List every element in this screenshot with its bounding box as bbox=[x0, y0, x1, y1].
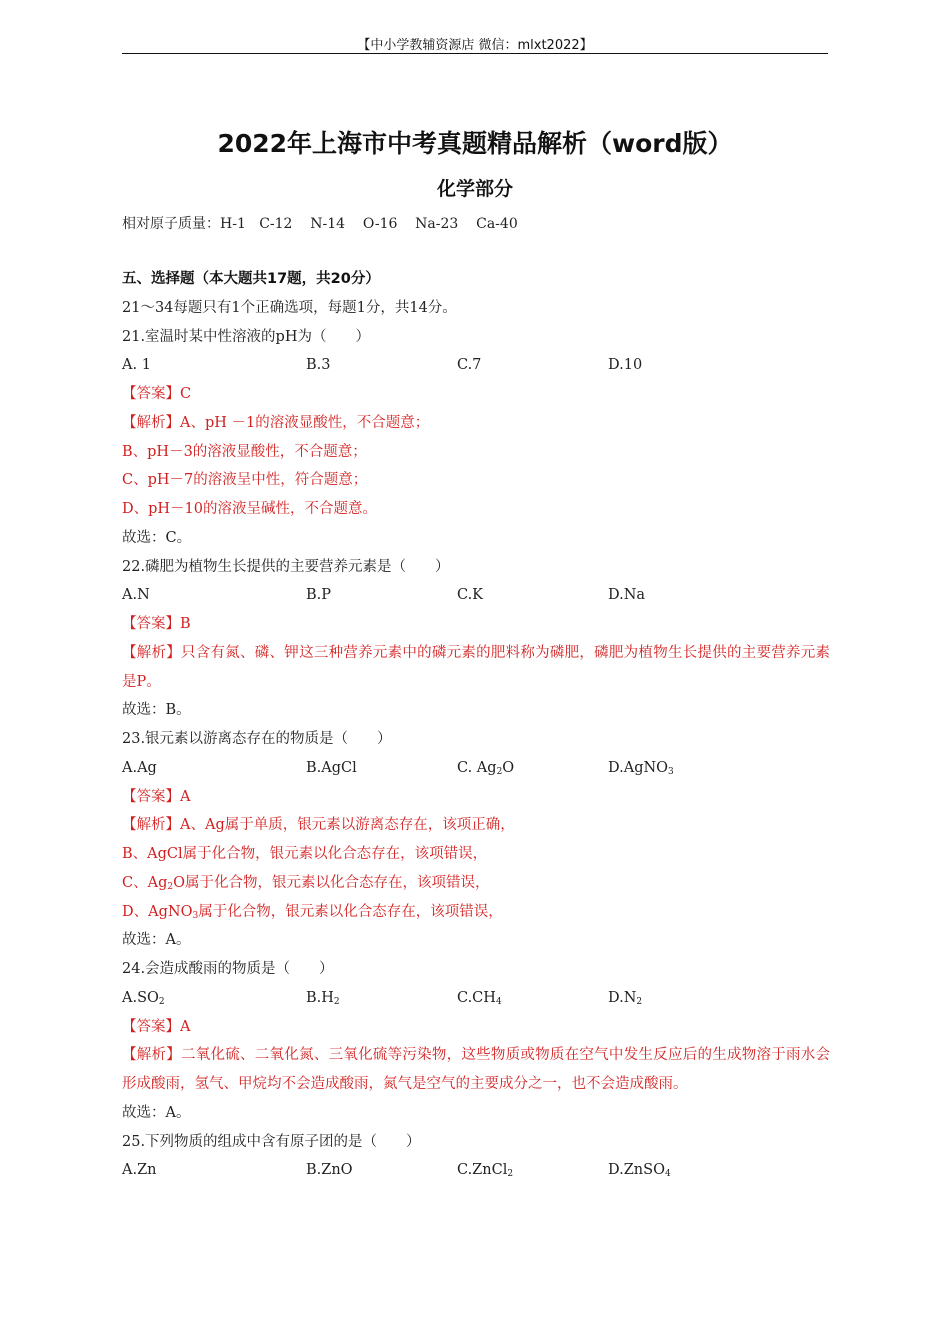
option-d: D.Na bbox=[608, 587, 646, 604]
atomic-mass-line: 相对原子质量：H-1 C-12 N-14 O-16 Na-23 Ca-40 bbox=[122, 216, 518, 232]
question-23-stem: 23.银元素以游离态存在的物质是（ ） bbox=[122, 731, 392, 747]
question-24-conclusion: 故选：A。 bbox=[122, 1104, 191, 1121]
header-rule bbox=[122, 53, 828, 54]
question-25-options bbox=[122, 1156, 830, 1185]
option-a: A.Ag bbox=[122, 759, 157, 776]
option-c: $C.CH_4$ bbox=[457, 989, 502, 1007]
document-subtitle: 化学部分 bbox=[436, 178, 513, 200]
question-21-analysis-4: D、pH－10的溶液呈碱性，不合题意。 bbox=[122, 501, 378, 517]
option-c: C.ZnCl$_2$ bbox=[457, 1162, 514, 1180]
question-21-conclusion: 故选：C。 bbox=[122, 529, 192, 546]
question-25-stem: 25.下列物质的组成中含有原子团的是（ ） bbox=[122, 1133, 421, 1150]
question-21-analysis-1: 【解析】A、pH －1的溶液显酸性，不合题意； bbox=[122, 414, 430, 431]
option-a: A.Zn bbox=[122, 1162, 157, 1179]
question-23-options bbox=[122, 754, 830, 783]
option-c: C. $Ag_2O$ bbox=[457, 759, 515, 777]
option-b: $B.H_2$ bbox=[306, 989, 340, 1007]
document-title: 2022年上海市中考真题精品解析（word版） bbox=[217, 129, 733, 158]
question-22-options bbox=[122, 581, 830, 610]
option-b: B.AgCl bbox=[306, 759, 357, 776]
question-21-options bbox=[122, 351, 830, 380]
question-23-conclusion: 故选：A。 bbox=[122, 932, 191, 949]
option-c: C.K bbox=[457, 587, 484, 604]
question-21-stem: 21.室温时某中性溶液的pH为（ ） bbox=[122, 328, 370, 345]
question-24-answer: 【答案】A bbox=[122, 1018, 191, 1035]
question-23-answer: 【答案】A bbox=[122, 788, 191, 805]
section-intro: 21～34每题只有1个正确选项，每题1分，共14分。 bbox=[122, 299, 457, 316]
document-body bbox=[122, 265, 830, 1185]
option-d: $D.N_2$ bbox=[608, 989, 643, 1007]
question-21-analysis-3: C、pH－7的溶液呈中性，符合题意； bbox=[122, 472, 368, 489]
page-header: 【中小学教辅资源店 微信：mlxt2022】 bbox=[357, 38, 593, 53]
question-24-stem: 24.会造成酸雨的物质是（ ） bbox=[122, 961, 334, 977]
question-22-answer: 【答案】B bbox=[122, 616, 191, 632]
question-24-analysis: 【解析】二氧化硫、二氧化氮、三氧化硫等污染物，这些物质或物质在空气中发生反应后的生成物溶于雨水会形成酸雨，氢气、甲烷均不会造成酸雨，氮气是空气的主要成分之一，也不会造成酸雨。 bbox=[122, 1047, 830, 1092]
question-22-stem: 22.磷肥为植物生长提供的主要营养元素是（ ） bbox=[122, 558, 450, 575]
option-d: D.10 bbox=[608, 357, 643, 374]
option-a: A. 1 bbox=[122, 357, 151, 374]
section-title: 五、选择题（本大题共17题，共20分） bbox=[122, 271, 380, 287]
option-d: D.AgNO$_3$ bbox=[608, 759, 674, 777]
option-a: A.N bbox=[122, 587, 150, 604]
question-21-analysis-2: B、pH－3的溶液显酸性，不合题意； bbox=[122, 443, 367, 460]
option-c: C.7 bbox=[457, 357, 482, 374]
option-b: B.3 bbox=[306, 357, 331, 374]
option-b: B.P bbox=[306, 587, 332, 604]
question-22-analysis: 【解析】只含有氮、磷、钾这三种营养元素中的磷元素的肥料称为磷肥，磷肥为植物生长提供的主要营养元素是P。 bbox=[122, 644, 830, 690]
question-23-analysis-1: 【解析】A、Ag属于单质，银元素以游离态存在，该项正确， bbox=[122, 817, 515, 834]
question-22-conclusion: 故选：B。 bbox=[122, 702, 191, 719]
question-23-analysis-4: D、AgNO$_3$属于化合物，银元素以化合态存在，该项错误， bbox=[122, 903, 503, 921]
option-b: B.ZnO bbox=[306, 1162, 353, 1179]
question-23-analysis-2: B、AgCl属于化合物，银元素以化合态存在，该项错误， bbox=[122, 846, 488, 862]
question-24-options bbox=[122, 984, 830, 1013]
question-23-analysis-3: C、$Ag_2O$属于化合物，银元素以化合态存在，该项错误， bbox=[122, 874, 490, 892]
option-d: D.ZnSO$_4$ bbox=[608, 1162, 671, 1180]
option-a: $A.SO_2$ bbox=[122, 989, 165, 1007]
question-21-answer: 【答案】C bbox=[122, 386, 192, 402]
